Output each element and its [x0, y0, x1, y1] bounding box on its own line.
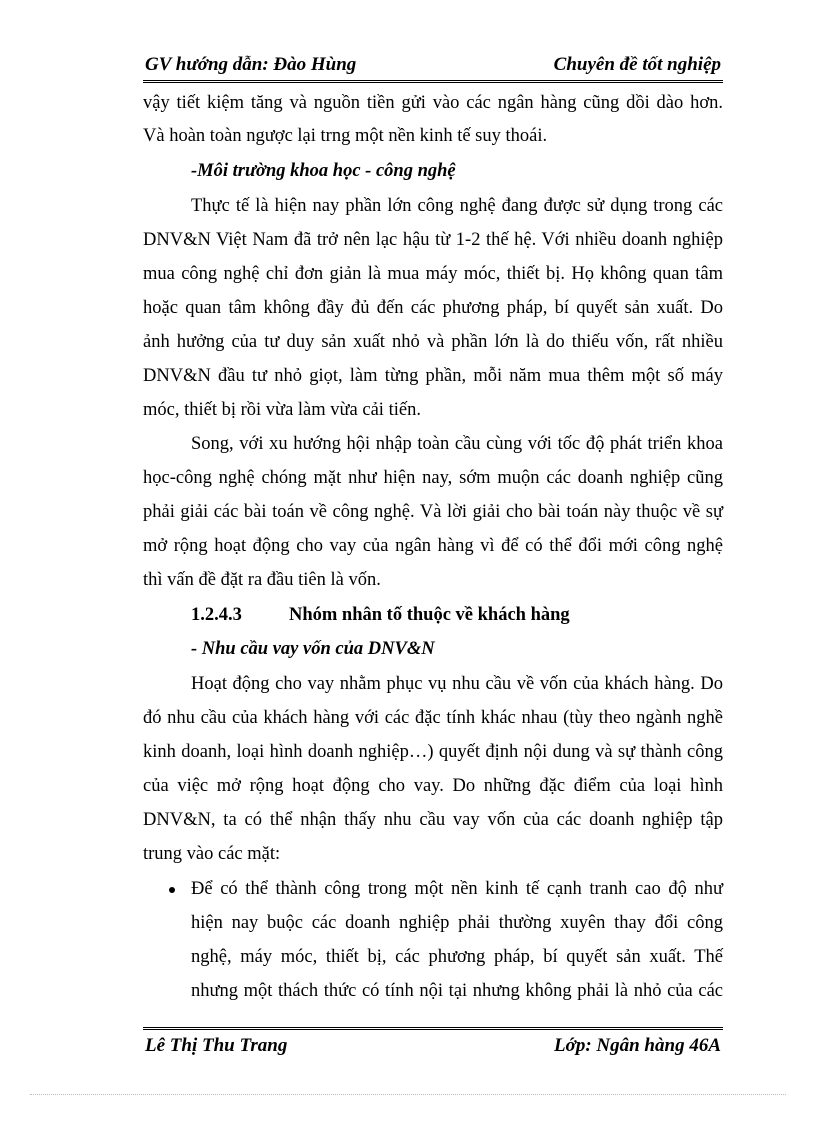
body-line: DNV&N đầu tư nhỏ giọt, làm từng phần, mỗi năm mua thêm một số máy [143, 366, 723, 386]
section-heading [143, 599, 723, 631]
body-line: nghệ, máy móc, thiết bị, các phương pháp, bí quyết sản xuất. Thế [191, 947, 723, 967]
body-line: đó nhu cầu của khách hàng với các đặc tính khác nhau (tùy theo ngành nghề [143, 708, 723, 728]
bullet-text: Để có thể thành công trong một nền kinh tế cạnh tranh cao độ như [191, 879, 723, 899]
section-subheading: -Môi trường khoa học - công nghệ [191, 161, 456, 181]
body-line: DNV&N, ta có thể nhận thấy nhu cầu vay vốn của các doanh nghiệp tập [143, 810, 723, 830]
body-line: trung vào các mặt: [143, 844, 281, 864]
body-line: mở rộng hoạt động cho vay của ngân hàng vì để có thể đổi mới công nghệ [143, 536, 723, 556]
section-heading-number: 1.2.4.3 [191, 605, 242, 625]
section-heading-title: Nhóm nhân tố thuộc về khách hàng [289, 605, 570, 625]
body-line: DNV&N Việt Nam đã trở nên lạc hậu từ 1-2 thế hệ. Với nhiều doanh nghiệp [143, 230, 723, 250]
body-line: Hoạt động cho vay nhằm phục vụ nhu cầu về vốn của khách hàng. Do [191, 674, 723, 694]
body-line: phải giải các bài toán về công nghệ. Và lời giải cho bài toán này thuộc về sự [143, 502, 723, 522]
header-advisor: GV hướng dẫn: Đào Hùng [145, 54, 357, 75]
body-line: móc, thiết bị rồi vừa làm vừa cải tiến. [143, 400, 421, 420]
page-header [143, 50, 723, 83]
body-line: mua công nghệ chỉ đơn giản là mua máy móc, thiết bị. Họ không quan tâm [143, 264, 723, 284]
body-line: Và hoàn toàn ngược lại trng một nền kinh tế suy thoái. [143, 126, 548, 146]
page-footer [143, 1027, 723, 1064]
body-line: vậy tiết kiệm tăng và nguồn tiền gửi vào các ngân hàng cũng dồi dào hơn. [143, 93, 723, 113]
footer-author: Lê Thị Thu Trang [145, 1035, 288, 1056]
body-line: Thực tế là hiện nay phần lớn công nghệ đang được sử dụng trong các [191, 196, 723, 216]
body-line: hiện nay buộc các doanh nghiệp phải thường xuyên thay đổi công [191, 913, 723, 933]
bullet-item [143, 873, 723, 905]
page-bottom-divider [30, 1094, 786, 1095]
body-line: nhưng một thách thức có tính nội tại nhưng không phải là nhỏ của các [191, 981, 723, 1001]
body-line: của việc mở rộng hoạt động cho vay. Do những đặc điểm của loại hình [143, 776, 723, 796]
body-line: thì vấn đề đặt ra đầu tiên là vốn. [143, 570, 381, 590]
bullet-icon [169, 887, 175, 893]
body-line: ảnh hưởng của tư duy sản xuất nhỏ và phần lớn là do thiếu vốn, rất nhiều [143, 332, 723, 352]
body-line: học-công nghệ chóng mặt như hiện nay, sớm muộn các doanh nghiệp cũng [143, 468, 723, 488]
header-title: Chuyên đề tốt nghiệp [553, 54, 721, 75]
footer-class: Lớp: Ngân hàng 46A [554, 1035, 721, 1056]
body-line: kinh doanh, loại hình doanh nghiệp…) quyết định nội dung và sự thành công [143, 742, 723, 762]
section-subheading: - Nhu cầu vay vốn của DNV&N [191, 639, 435, 659]
body-line: hoặc quan tâm không đầy đủ đến các phương pháp, bí quyết sản xuất. Do [143, 298, 723, 318]
body-line: Song, với xu hướng hội nhập toàn cầu cùng với tốc độ phát triển khoa [191, 434, 723, 454]
